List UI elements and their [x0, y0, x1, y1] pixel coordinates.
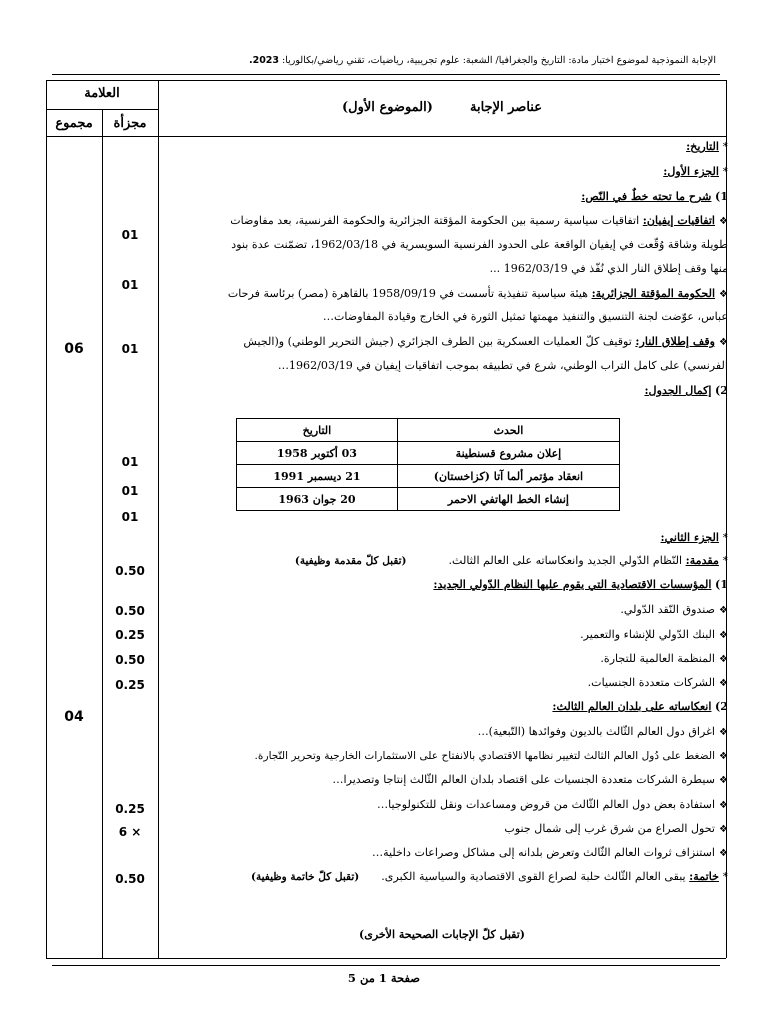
- bullet-icon: ❖: [719, 824, 728, 835]
- score-inst2: 0.25: [115, 628, 145, 642]
- list-item: ❖تحول الصراع من شرق غرب إلى شمال جنوب: [504, 822, 728, 835]
- bullet-icon: ❖: [719, 775, 728, 786]
- part2-label: الجزء الثاني:: [660, 531, 719, 544]
- score-table-row3: 01: [121, 510, 139, 524]
- q2-heading: 2) إكمال الجدول:: [644, 384, 728, 397]
- p2q1-heading: 1) المؤسسات الاقتصادية التي يقوم عليها النظام الدّولي الجديد:: [433, 578, 728, 591]
- score-table-row2: 01: [121, 484, 139, 498]
- header-text: الإجابة النموذجية لموضوع اختبار مادة: التاريخ والجغرافيا/ الشعبة: علوم تجريبية، رياضيات، تقني رياضي/بكالوريا:: [279, 55, 716, 66]
- score-inst1: 0.50: [115, 604, 145, 618]
- term2-line1: ❖الحكومة المؤقتة الجزائرية: هيئة سياسية تنفيذية تأسست في 1958/09/19 بالقاهرة (مصر) برئاسة فرحات: [227, 287, 728, 300]
- term3-line1: ❖وقف إطلاق النار: توقيف كلّ العمليات العسكرية بين الطرف الجزائري (جيش التحرير الوطني) و(الجيش: [243, 335, 728, 348]
- bullet-icon: ❖: [719, 337, 728, 348]
- table-row: [237, 488, 620, 511]
- content-header: [158, 100, 726, 115]
- score-term2: 01: [121, 278, 139, 292]
- term2-line2: عباس، عوّضت لجنة التنسيق والتنفيذ مهمتها تمثيل الثورة في الخارج وقيادة المفاوضات…: [322, 310, 728, 323]
- total-part1: 06: [64, 341, 84, 357]
- score-effects-multiplier: 6 ×: [118, 825, 142, 839]
- list-item: ❖استفادة بعض دول العالم الثّالث من قروض ومساعدات ونقل للتكنولوجيا…: [377, 798, 728, 811]
- history-heading: * التاريخ:: [686, 140, 728, 153]
- score-conclusion: 0.50: [115, 872, 145, 886]
- q1-heading: 1) شرح ما تحته خطٌ في النّص:: [581, 190, 728, 203]
- events-table: [236, 418, 620, 511]
- list-item: ❖الشركات متعددة الجنسيات.: [587, 676, 728, 689]
- term1-line2: طويلة وشاقة وُقّعت في إيفيان الواقعة على الحدود الفرنسية السويسرية في 1962/03/18، تضمّنت عدة بنود: [231, 238, 728, 251]
- intro-note: (تقبل كلّ مقدمة وظيفية): [294, 555, 407, 567]
- q2-title: إكمال الجدول:: [644, 384, 712, 397]
- part2-heading: * الجزء الثاني:: [660, 531, 728, 544]
- header-rule: [52, 74, 720, 75]
- list-item: ❖استنزاف ثروات العالم الثّالث وتعرض بلدانه إلى مشاكل وصراعات داخلية…: [371, 846, 728, 859]
- footer-rule: [52, 965, 720, 966]
- bullet-icon: ❖: [719, 727, 728, 738]
- list-item: ❖الضغط على دُول العالم الثالث لتغيير نظامها الاقتصادي بالانفتاح على الاستثمارات الخارجية وتحرير التّجارة.: [254, 750, 728, 762]
- date-cell: 20 جوان 1963: [237, 488, 398, 511]
- partial-header: مجزأة: [113, 116, 147, 131]
- list-item: ❖البنك الدّولي للإنشاء والتعمير.: [580, 628, 728, 641]
- term3-line2: الفرنسي) على كامل التراب الوطني، شرع في تطبيقه بموجب اتفاقيات إيفيان في 1962/03/19…: [277, 359, 728, 372]
- intro-text: النّظام الدّولي الجديد وانعكاساته على العالم الثالث.: [448, 554, 683, 567]
- header-year: 2023.: [248, 55, 280, 66]
- score-table-row1: 01: [121, 455, 139, 469]
- p2q1-title: المؤسسات الاقتصادية التي يقوم عليها النظام الدّولي الجديد:: [433, 578, 712, 591]
- term1-line3: منها وقف إطلاق النار الذي نُفّذ في 1962/03/19 ...: [489, 262, 728, 275]
- total-part2: 04: [64, 709, 84, 725]
- part1-heading: * الجزء الأول:: [663, 165, 728, 178]
- score-effects: 0.25: [115, 802, 145, 816]
- bullet-icon: ❖: [719, 800, 728, 811]
- score-term1: 01: [121, 228, 139, 242]
- bullet-icon: ❖: [719, 605, 728, 616]
- list-item: ❖سيطرة الشركات متعددة الجنسيات على اقتصاد بلدان العالم الثّالث إنتاجا وتصديرا…: [332, 773, 728, 786]
- date-cell: 03 أكتوبر 1958: [237, 442, 398, 465]
- date-cell: 21 ديسمبر 1991: [237, 465, 398, 488]
- term1-label: اتفاقيات إيفيان:: [642, 214, 716, 227]
- col-date-header: التاريخ: [237, 419, 398, 442]
- content-header-subject: (الموضوع الأول): [342, 100, 433, 115]
- p2q2-heading: 2) انعكاساته على بلدان العالم الثالث:: [552, 700, 728, 713]
- table-row: [237, 442, 620, 465]
- score-term3: 01: [121, 342, 139, 356]
- p2q2-title: انعكاساته على بلدان العالم الثالث:: [552, 700, 712, 713]
- conclusion-note: (تقبل كلّ خاتمة وظيفية): [251, 871, 360, 883]
- page-number: صفحة 1 من 5: [347, 971, 421, 985]
- event-cell: انعقاد مؤتمر ألما آتا (كزاخستان): [397, 465, 619, 488]
- term3-label: وقف إطلاق النار:: [635, 335, 716, 348]
- list-item: ❖صندوق النّقد الدّولي.: [620, 603, 728, 616]
- conclusion-line: * خاتمة: يبقى العالم الثّالث حلبة لصراع القوى الاقتصادية والسياسية الكبرى.(تقبل كلّ خاتمة وظيفية): [251, 870, 728, 883]
- term2-label: الحكومة المؤقتة الجزائرية:: [591, 287, 716, 300]
- list-item: ❖اغراق دول العالم الثّالث بالديون وفوائدها (التّبعية)…: [477, 725, 728, 738]
- total-header: مجموع: [55, 116, 93, 131]
- list-item: ❖المنظمة العالمية للتجارة.: [600, 652, 728, 665]
- bullet-icon: ❖: [719, 751, 728, 762]
- event-cell: إعلان مشروع قسنطينة: [397, 442, 619, 465]
- intro-label: مقدمة:: [685, 554, 719, 567]
- q1-title: شرح ما تحته خطٌ في النّص:: [581, 190, 712, 203]
- table-left-border: [46, 80, 47, 958]
- bullet-icon: ❖: [719, 848, 728, 859]
- score-inst3: 0.50: [115, 653, 145, 667]
- term1-line1: ❖اتفاقيات إيفيان: اتفاقيات سياسية رسمية بين الحكومة المؤقتة الجزائرية والحكومة الفرنسية، بعد مفاوضات: [230, 214, 728, 227]
- conclusion-text: يبقى العالم الثّالث حلبة لصراع القوى الاقتصادية والسياسية الكبرى.: [381, 870, 686, 883]
- bullet-icon: ❖: [719, 630, 728, 641]
- table-row: [237, 465, 620, 488]
- table-bottom-border: [46, 958, 726, 959]
- content-header-title: عناصر الإجابة: [469, 100, 542, 115]
- table-header-bottom-border: [46, 136, 726, 137]
- bullet-icon: ❖: [719, 289, 728, 300]
- bullet-icon: ❖: [719, 678, 728, 689]
- final-note: (تقبل كلّ الإجابات الصحيحة الأخرى): [359, 928, 525, 941]
- col-event-header: الحدث: [397, 419, 619, 442]
- page-header: [48, 55, 716, 66]
- table-top-border: [46, 80, 726, 81]
- bullet-icon: ❖: [719, 654, 728, 665]
- score-inst4: 0.25: [115, 678, 145, 692]
- bullet-icon: ❖: [719, 216, 728, 227]
- events-table-header: [237, 419, 620, 442]
- history-label: التاريخ:: [686, 140, 719, 153]
- conclusion-label: خاتمة:: [689, 870, 719, 883]
- event-cell: إنشاء الخط الهاتفي الاحمر: [397, 488, 619, 511]
- part1-label: الجزء الأول:: [663, 165, 719, 178]
- intro-line: * مقدمة: النّظام الدّولي الجديد وانعكاساته على العالم الثالث.(تقبل كلّ مقدمة وظيفية): [294, 554, 728, 567]
- grade-header: العلامة: [84, 86, 120, 101]
- score-intro: 0.50: [115, 564, 145, 578]
